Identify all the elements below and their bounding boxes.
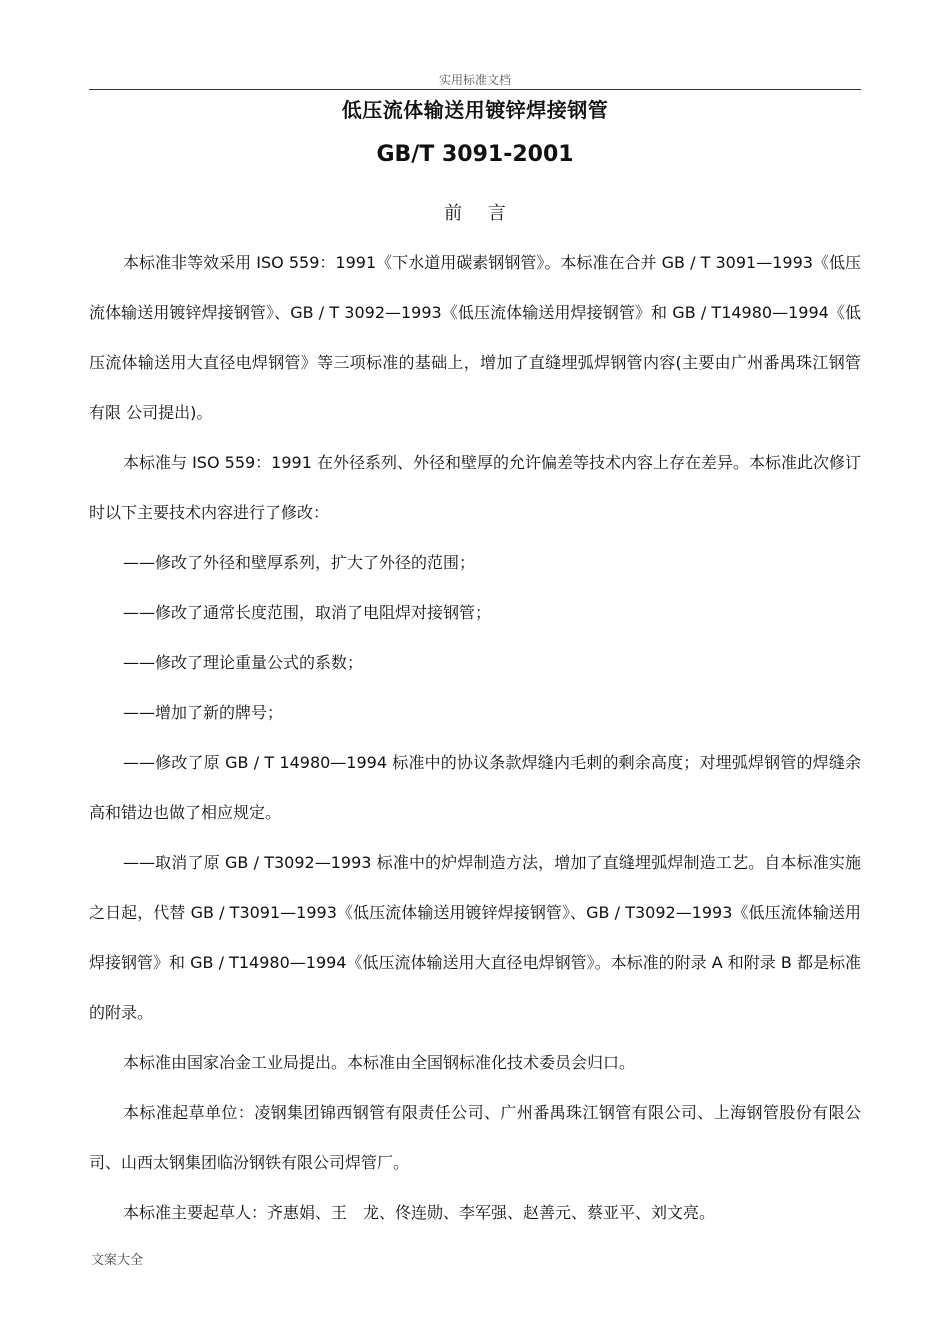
paragraph-adoption: 本标准非等效采用 ISO 559：1991《下水道用碳素钢钢管》。本标准在合并 GB / T 3091—1993《低压流体输送用镀锌焊接钢管》、GB / T 3092—1993《低压流体输送用焊接钢管》和 GB / T14980—1994《低压流体输送用大直径电焊钢管》等三项标准的基础上，增加了直缝埋弧焊钢管内容(主要由广州番禺珠江钢管有限 公司提出)。 xyxy=(89,253,861,422)
list-item-length-range: ——修改了通常长度范围，取消了电阻焊对接钢管； xyxy=(123,603,492,622)
foreword-body xyxy=(89,238,861,1238)
document-title: 低压流体输送用镀锌焊接钢管 xyxy=(341,98,609,122)
page-footer-text: 文案大全 xyxy=(91,1253,144,1268)
list-item-furnace-welding: ——取消了原 GB / T3092—1993 标准中的炉焊制造方法，增加了直缝埋弧焊制造工艺。自本标准实施之日起，代替 GB / T3091—1993《低压流体输送用镀锌焊接钢管》、GB / T3092—1993《低压流体输送用焊接钢管》和 GB / T14980—1994《低压流体输送用大直径电焊钢管》。本标准的附录 A 和附录 B 都是标准的附录。 xyxy=(89,853,861,1022)
list-item-diameter-thickness: ——修改了外径和壁厚系列，扩大了外径的范围； xyxy=(123,553,476,572)
paragraph-proposed-by: 本标准由国家冶金工业局提出。本标准由全国钢标准化技术委员会归口。 xyxy=(123,1053,636,1072)
section-heading-foreword: 前 言 xyxy=(444,203,516,224)
standard-code: GB/T 3091-2001 xyxy=(376,142,574,167)
header-divider xyxy=(89,89,861,90)
paragraph-differences: 本标准与 ISO 559：1991 在外径系列、外径和壁厚的允许偏差等技术内容上存在差异。本标准此次修订时以下主要技术内容进行了修改： xyxy=(89,453,861,522)
paragraph-drafters: 本标准主要起草人：齐惠娟、王 龙、佟连勋、李军强、赵善元、蔡亚平、刘文亮。 xyxy=(123,1203,716,1222)
paragraph-drafting-units: 本标准起草单位：凌钢集团锦西钢管有限责任公司、广州番禺珠江钢管有限公司、上海钢管股份有限公司、山西太钢集团临汾钢铁有限公司焊管厂。 xyxy=(89,1103,861,1172)
page-header-text: 实用标准文档 xyxy=(438,73,511,87)
list-item-weight-formula: ——修改了理论重量公式的系数； xyxy=(123,653,364,672)
list-item-new-grades: ——增加了新的牌号； xyxy=(123,703,284,722)
list-item-weld-burr: ——修改了原 GB / T 14980—1994 标准中的协议条款焊缝内毛刺的剩余高度；对埋弧焊钢管的焊缝余 高和错边也做了相应规定。 xyxy=(89,753,861,822)
